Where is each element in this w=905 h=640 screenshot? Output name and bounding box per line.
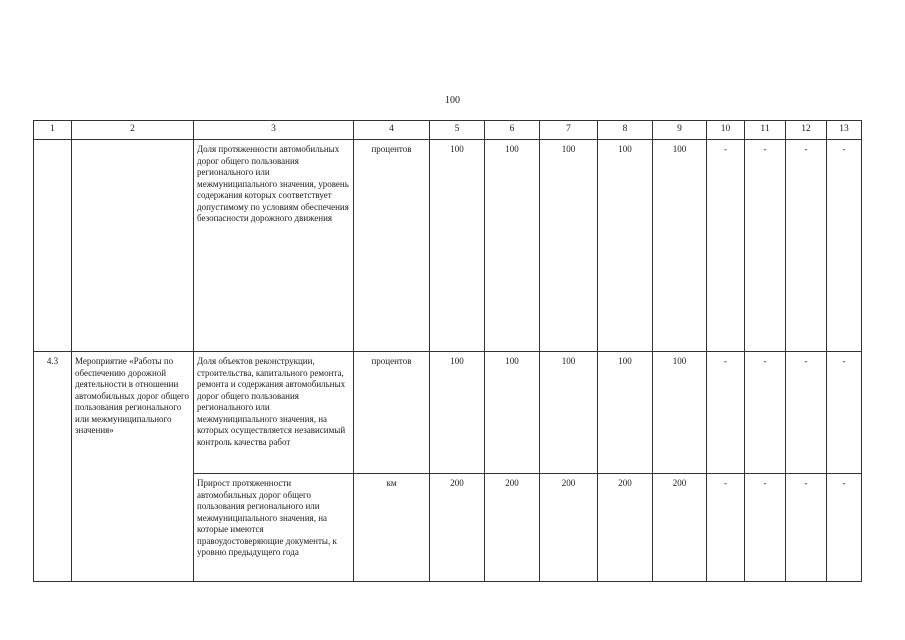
indicators-table: [33, 120, 862, 582]
header-cell: 11: [745, 121, 786, 140]
value-cell: 100: [485, 352, 540, 474]
table-row: [34, 140, 862, 352]
value-cell: -: [707, 140, 745, 352]
page-number: 100: [445, 95, 460, 106]
value-cell: 200: [598, 474, 653, 582]
row-number-cell: 4.3: [34, 352, 72, 582]
table-row: [34, 352, 862, 474]
value-cell: -: [827, 474, 862, 582]
header-cell: 3: [194, 121, 354, 140]
unit-cell: процентов: [354, 352, 430, 474]
value-cell: 100: [485, 140, 540, 352]
header-cell: 4: [354, 121, 430, 140]
header-cell: 12: [786, 121, 827, 140]
value-cell: 200: [485, 474, 540, 582]
header-cell: 9: [653, 121, 707, 140]
header-cell: 1: [34, 121, 72, 140]
indicator-cell: Доля протяженности автомобильных дорог общего пользования регионального или межмуниципального значения, уровень содержания которых соответствует допустимому по условиям обеспечения безопасности дорожного движения: [194, 140, 354, 352]
event-cell: Мероприятие «Работы по обеспечению дорожной деятельности в отношении автомобильных дорог общего пользования регионального или межмуниципального значения»: [72, 352, 194, 582]
value-cell: -: [745, 352, 786, 474]
value-cell: 100: [430, 352, 485, 474]
event-cell: [72, 140, 194, 352]
value-cell: -: [827, 352, 862, 474]
unit-cell: км: [354, 474, 430, 582]
value-cell: -: [827, 140, 862, 352]
table-header-row: [34, 121, 862, 140]
value-cell: 200: [540, 474, 598, 582]
value-cell: -: [707, 474, 745, 582]
unit-cell: процентов: [354, 140, 430, 352]
header-cell: 10: [707, 121, 745, 140]
header-cell: 5: [430, 121, 485, 140]
value-cell: -: [745, 140, 786, 352]
value-cell: 100: [540, 352, 598, 474]
value-cell: 100: [598, 140, 653, 352]
value-cell: -: [786, 474, 827, 582]
value-cell: 100: [653, 352, 707, 474]
value-cell: 100: [598, 352, 653, 474]
indicator-cell: Прирост протяженности автомобильных дорог общего пользования регионального или межмуниципального значения, на которые имеются правоудостоверяющие документы, к уровню предыдущего года: [194, 474, 354, 582]
indicator-cell: Доля объектов реконструкции, строительства, капитального ремонта, ремонта и содержания автомобильных дорог общего пользования регионального или межмуниципального значения, на которых осуществляется независимый контроль качества работ: [194, 352, 354, 474]
header-cell: 8: [598, 121, 653, 140]
header-cell: 7: [540, 121, 598, 140]
header-cell: 6: [485, 121, 540, 140]
value-cell: -: [786, 352, 827, 474]
header-cell: 2: [72, 121, 194, 140]
value-cell: -: [786, 140, 827, 352]
value-cell: 100: [540, 140, 598, 352]
value-cell: 200: [653, 474, 707, 582]
value-cell: -: [745, 474, 786, 582]
value-cell: 200: [430, 474, 485, 582]
value-cell: 100: [430, 140, 485, 352]
value-cell: 100: [653, 140, 707, 352]
row-number-cell: [34, 140, 72, 352]
value-cell: -: [707, 352, 745, 474]
header-cell: 13: [827, 121, 862, 140]
